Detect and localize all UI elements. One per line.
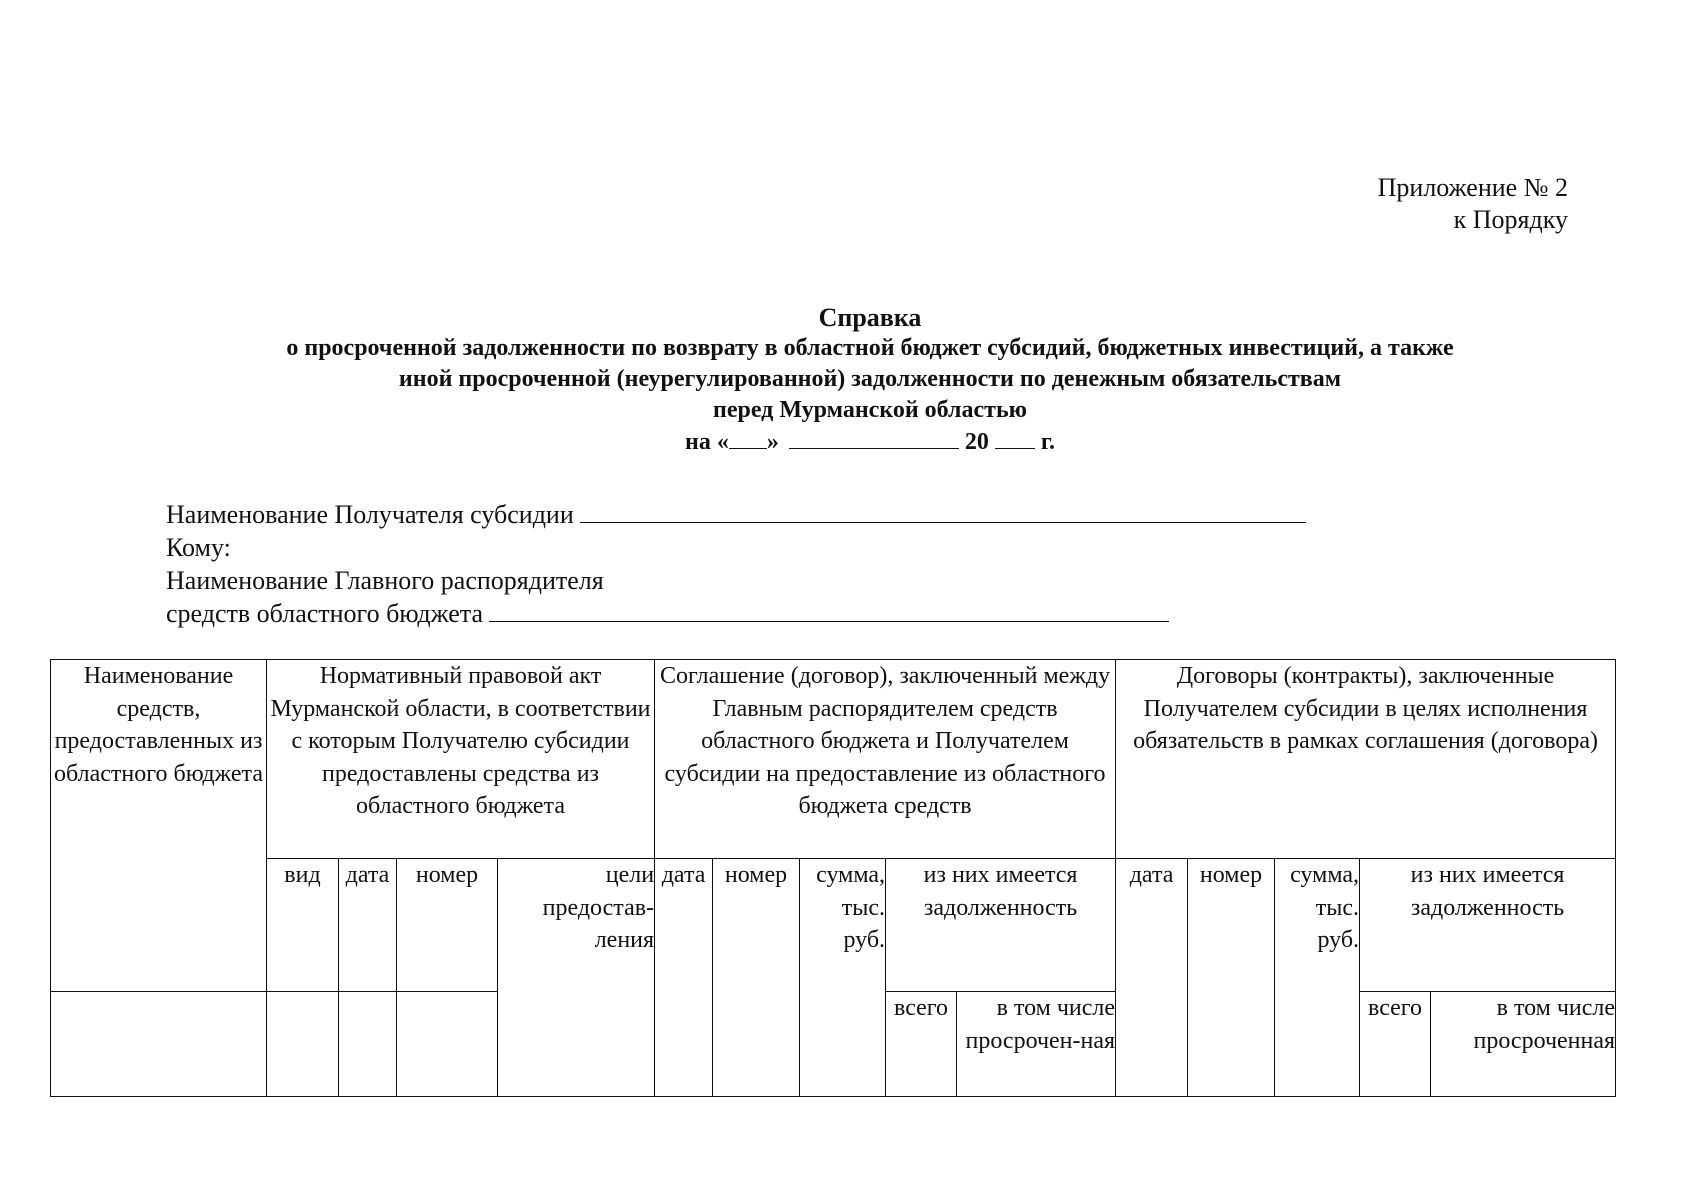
manager-field[interactable]	[489, 597, 1169, 622]
header-agreement-sum: сумма, тыс. руб.	[800, 859, 886, 1097]
empty-cell	[267, 992, 339, 1097]
header-legal-act: Нормативный правовой акт Мурманской области, в соответствии с которым Получателю субсидии предоставлены средства из областного бюджета	[267, 660, 655, 859]
recipient-label: Наименование Получателя субсидии	[166, 500, 574, 529]
header-agreement-number: номер	[713, 859, 800, 1097]
header-contract-debt-total: всего	[1360, 992, 1431, 1097]
header-act-date: дата	[339, 859, 397, 992]
empty-cell	[397, 992, 498, 1097]
appendix-number: Приложение № 2	[1377, 173, 1568, 202]
date-prefix: на «	[684, 429, 729, 455]
recipient-row	[166, 498, 1306, 531]
subtitle-line-2: иной просроченной (неурегулированной) задолженности по денежным обязательствам	[398, 366, 1342, 392]
empty-cell	[51, 992, 267, 1097]
year-suffix: г.	[1040, 429, 1056, 455]
header-contract-debt-overdue: в том числе просроченная	[1431, 992, 1616, 1097]
table-header-row-1	[51, 660, 1616, 859]
header-agreement-debt: из них имеется задолженность	[886, 859, 1116, 992]
document-title-block	[0, 302, 1699, 458]
month-blank[interactable]	[789, 426, 959, 449]
document-title: Справка	[818, 303, 922, 332]
year-blank[interactable]	[995, 426, 1035, 449]
header-agreement-debt-total: всего	[886, 992, 957, 1097]
appendix-procedure: к Порядку	[1453, 205, 1568, 234]
appendix-reference	[1378, 172, 1568, 236]
manager-label-1: Наименование Главного распорядителя	[166, 566, 604, 595]
subtitle-line-3: перед Мурманской областью	[713, 397, 1027, 423]
header-contract-debt: из них имеется задолженность	[1360, 859, 1616, 992]
form-fields	[166, 498, 1306, 630]
header-contract-number: номер	[1188, 859, 1275, 1097]
debt-table	[50, 659, 1616, 1097]
report-date-line	[0, 426, 1699, 458]
manager-row	[166, 597, 1306, 630]
header-agreement-date: дата	[655, 859, 713, 1097]
header-contracts: Договоры (контракты), заключенные Получателем субсидии в целях исполнения обязательств в рамках соглашения (договора)	[1116, 660, 1616, 859]
header-contract-sum: сумма, тыс. руб.	[1275, 859, 1360, 1097]
empty-cell	[339, 992, 397, 1097]
subtitle-line-1: о просроченной задолженности по возврату в областной бюджет субсидий, бюджетных инвестиций, а также	[286, 335, 1454, 361]
header-funds-name: Наименование средств, предоставленных из областного бюджета	[51, 660, 267, 992]
manager-label-2: средств областного бюджета	[166, 599, 484, 628]
date-mid: »	[766, 429, 779, 455]
table-header-row-2	[51, 859, 1616, 992]
recipient-field[interactable]	[580, 498, 1306, 523]
header-act-type: вид	[267, 859, 339, 992]
day-blank[interactable]	[729, 426, 767, 449]
year-prefix: 20	[964, 429, 989, 455]
header-act-number: номер	[397, 859, 498, 992]
header-act-purpose: цели предостав-ления	[498, 859, 655, 1097]
header-agreement-debt-overdue: в том числе просрочен-ная	[957, 992, 1116, 1097]
to-label: Кому:	[166, 533, 231, 562]
header-contract-date: дата	[1116, 859, 1188, 1097]
header-agreement: Соглашение (договор), заключенный между Главным распорядителем средств областного бюджета и Получателем субсидии на предоставление из областного бюджета средств	[655, 660, 1116, 859]
